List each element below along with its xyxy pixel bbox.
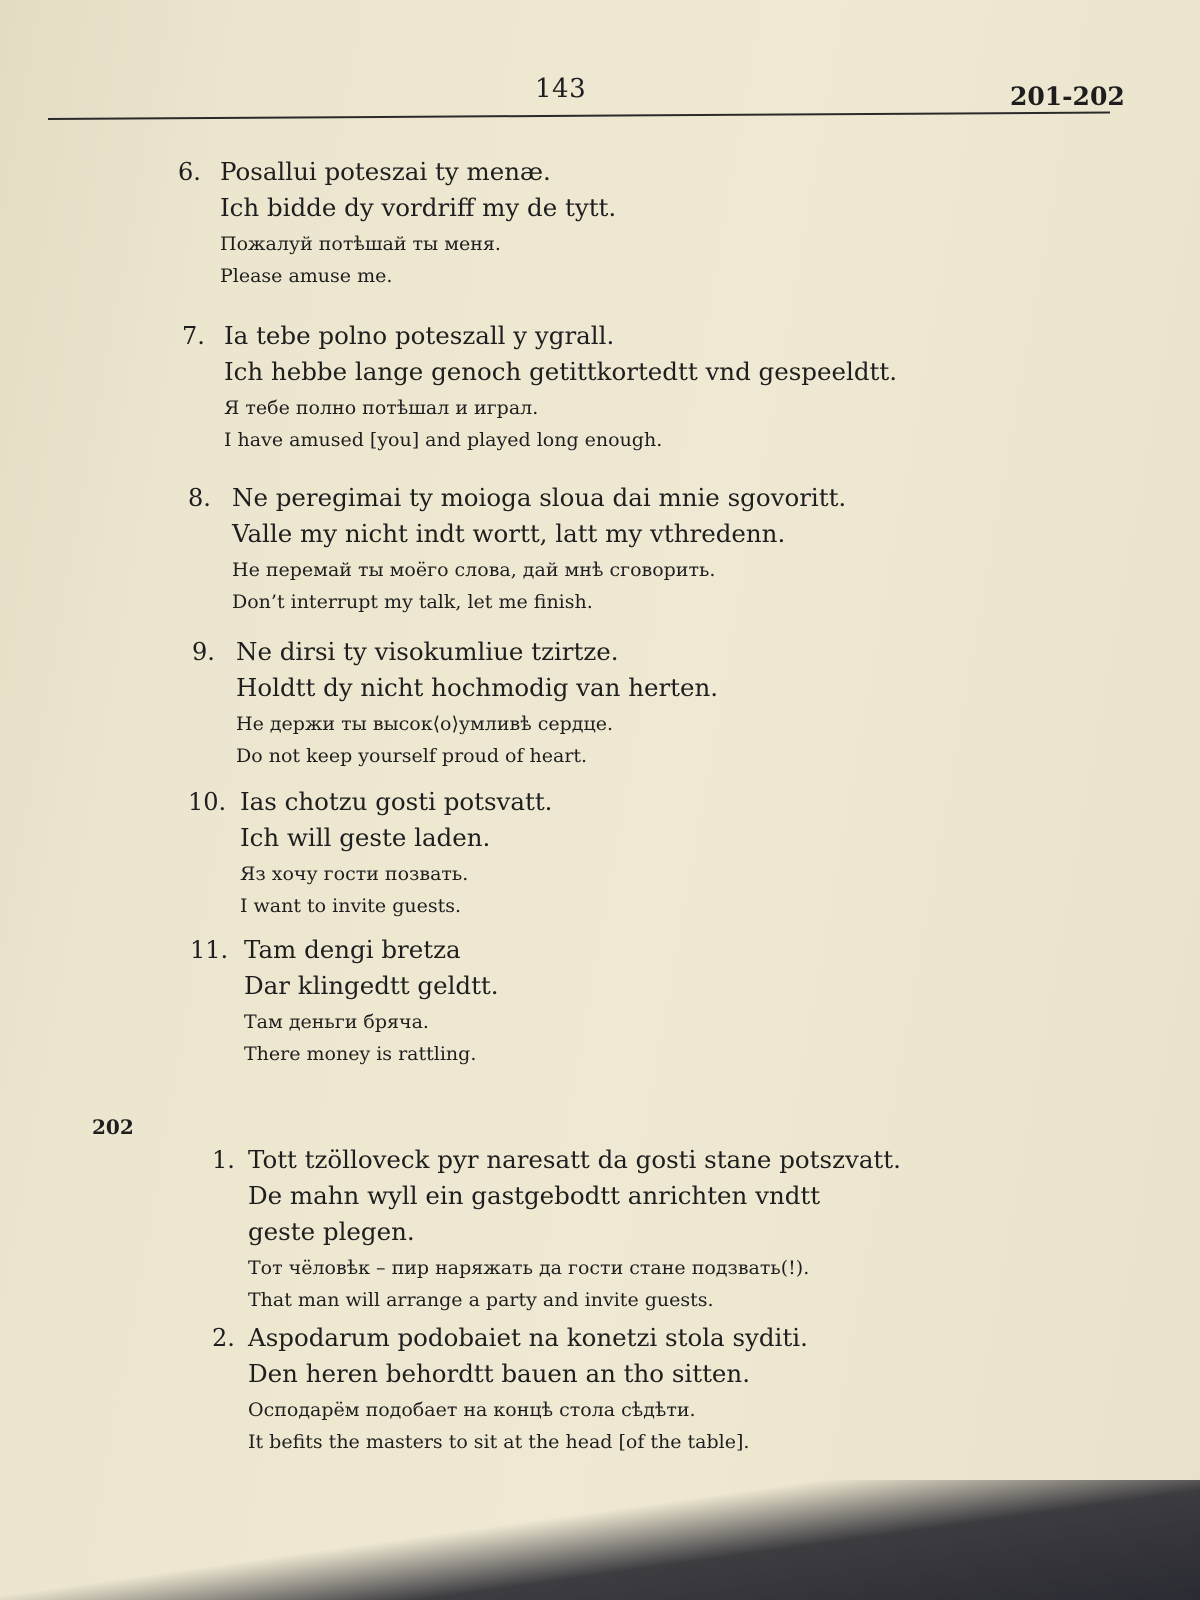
german-line: Ich will geste laden. xyxy=(240,823,491,852)
transliterated-line: Ne peregimai ty moioga sloua dai mnie sgovoritt. xyxy=(232,483,847,512)
german-line-continued: geste plegen. xyxy=(248,1217,415,1246)
russian-line: Тот чёловѣк – пир наряжать да гости стане подзвать(!). xyxy=(248,1257,810,1279)
russian-line: Там деньги бряча. xyxy=(244,1011,429,1033)
transliterated-line: Tam dengi bretza xyxy=(244,935,461,964)
entry-number: 9. xyxy=(192,638,215,666)
russian-line: Не держи ты высок⟨о⟩умливѣ сердце. xyxy=(236,713,613,735)
transliterated-line: Aspodarum podobaiet na konetzi stola syditi. xyxy=(248,1323,808,1352)
page-edge-shadow xyxy=(0,1480,1200,1600)
section-marker: 202 xyxy=(92,1115,134,1139)
transliterated-line: Ias chotzu gosti potsvatt. xyxy=(240,787,553,816)
header-rule xyxy=(48,112,1110,120)
russian-line: Не перемай ты моёго слова, дай мнѣ сговорить. xyxy=(232,559,716,581)
transliterated-line: Posallui poteszai ty menæ. xyxy=(220,157,551,186)
german-line: Den heren behordtt bauen an tho sitten. xyxy=(248,1359,750,1388)
english-line: Please amuse me. xyxy=(220,265,393,287)
transliterated-line: Tott tzölloveck pyr naresatt da gosti stane potszvatt. xyxy=(248,1145,901,1174)
english-line: Do not keep yourself proud of heart. xyxy=(236,745,588,767)
transliterated-line: Ne dirsi ty visokumliue tzirtze. xyxy=(236,637,619,666)
english-line: It befits the masters to sit at the head [of the table]. xyxy=(248,1431,750,1453)
page-number: 143 xyxy=(535,74,587,104)
entry-number: 2. xyxy=(212,1324,235,1352)
entry-range: 201-202 xyxy=(1010,82,1125,111)
russian-line: Осподарём подобает на концѣ стола сѣдѣти. xyxy=(248,1399,696,1421)
english-line: That man will arrange a party and invite guests. xyxy=(248,1289,714,1311)
german-line: Ich bidde dy vordriff my de tytt. xyxy=(220,193,617,222)
transliterated-line: Ia tebe polno poteszall y ygrall. xyxy=(224,321,615,350)
german-line: De mahn wyll ein gastgebodtt anrichten vndtt xyxy=(248,1181,821,1210)
german-line: Holdtt dy nicht hochmodig van herten. xyxy=(236,673,719,702)
entry-number: 10. xyxy=(188,788,227,816)
entry-number: 1. xyxy=(212,1146,235,1174)
english-line: I want to invite guests. xyxy=(240,895,462,917)
russian-line: Я тебе полно потѣшал и играл. xyxy=(224,397,539,419)
english-line: There money is rattling. xyxy=(244,1043,477,1065)
entry-number: 8. xyxy=(188,484,211,512)
german-line: Valle my nicht indt wortt, latt my vthredenn. xyxy=(232,519,786,548)
entry-number: 11. xyxy=(190,936,229,964)
entry-number: 6. xyxy=(178,158,201,186)
english-line: I have amused [you] and played long enough. xyxy=(224,429,663,451)
entry-number: 7. xyxy=(182,322,205,350)
german-line: Ich hebbe lange genoch getittkortedtt vnd gespeeldtt. xyxy=(224,357,897,386)
russian-line: Пожалуй потѣшай ты меня. xyxy=(220,233,501,255)
german-line: Dar klingedtt geldtt. xyxy=(244,971,499,1000)
english-line: Don’t interrupt my talk, let me finish. xyxy=(232,591,593,613)
russian-line: Яз хочу гости позвать. xyxy=(240,863,469,885)
